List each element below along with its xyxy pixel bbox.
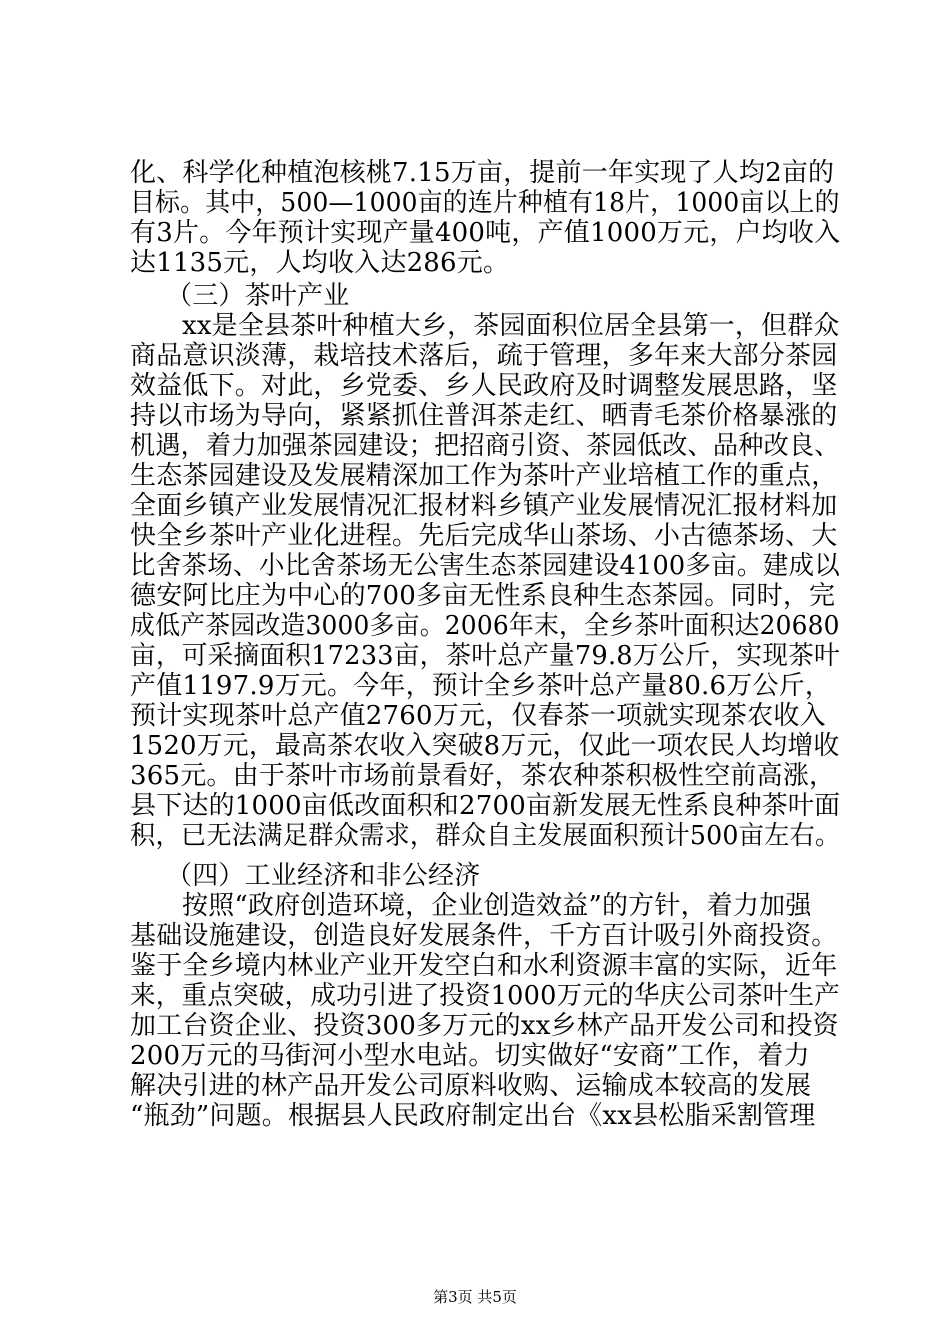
text-line: 达1135元，人均收入达286元。	[130, 248, 510, 278]
text-line: 预计实现茶叶总产值2760万元，仅春茶一项就实现茶农收入	[130, 701, 826, 731]
text-line: 基础设施建设，创造良好发展条件，千方百计吸引外商投资。	[130, 921, 838, 951]
text-line: 县下达的1000亩低改面积和2700亩新发展无性系良种茶叶面	[130, 791, 841, 821]
text-line: 鉴于全乡境内林业产业开发空白和水利资源丰富的实际，近年	[130, 951, 838, 981]
text-line: 200万元的马街河小型水电站。切实做好“安商”工作，着力	[130, 1041, 810, 1071]
text-line: 亩，可采摘面积17233亩，茶叶总产量79.8万公斤，实现茶叶	[130, 641, 840, 671]
text-line: 加工台资企业、投资300多万元的xx乡林产品开发公司和投资	[130, 1011, 839, 1041]
text-line: 有3片。今年预计实现产量400吨，产值1000万元，户均收入	[130, 218, 841, 248]
text-line: 全面乡镇产业发展情况汇报材料乡镇产业发展情况汇报材料加	[130, 491, 838, 521]
text-line: 产值1197.9万元。今年，预计全乡茶叶总产量80.6万公斤，	[130, 671, 832, 701]
text-line: 1520万元，最高茶农收入突破8万元，仅此一项农民人均增收	[130, 731, 840, 761]
text-line: 生态茶园建设及发展精深加工作为茶叶产业培植工作的重点，	[130, 461, 838, 491]
text-line: 目标。其中，500—1000亩的连片种植有18片，1000亩以上的	[130, 188, 840, 218]
text-line: （三）茶叶产业	[166, 281, 350, 311]
text-line: 比舍茶场、小比舍茶场无公害生态茶园建设4100多亩。建成以	[130, 551, 840, 581]
text-line: 德安阿比庄为中心的700多亩无性系良种生态茶园。同时，完	[130, 581, 836, 611]
text-line: 效益低下。对此，乡党委、乡人民政府及时调整发展思路，坚	[130, 371, 838, 401]
text-line: 按照“政府创造环境，企业创造效益”的方针，着力加强	[182, 891, 812, 921]
page-footer: 第3页 共5页	[433, 1288, 517, 1306]
text-line: 解决引进的林产品开发公司原料收购、运输成本较高的发展	[130, 1071, 812, 1101]
text-line: 快全乡茶叶产业化进程。先后完成华山茶场、小古德茶场、大	[130, 521, 838, 551]
text-line: 商品意识淡薄，栽培技术落后，疏于管理，多年来大部分茶园	[130, 341, 838, 371]
text-line: 化、科学化种植泡核桃7.15万亩，提前一年实现了人均2亩的	[130, 158, 835, 188]
text-line: 机遇，着力加强茶园建设；把招商引资、茶园低改、品种改良、	[130, 431, 840, 461]
text-line: 积，已无法满足群众需求，群众自主发展面积预计500亩左右。	[130, 821, 841, 851]
text-line: 365元。由于茶叶市场前景看好，茶农种茶积极性空前高涨，	[130, 761, 836, 791]
text-line: xx是全县茶叶种植大乡，茶园面积位居全县第一，但群众	[182, 311, 840, 341]
text-line: “瓶劲”问题。根据县人民政府制定出台《xx县松脂采割管理	[130, 1101, 816, 1131]
text-line: （四）工业经济和非公经济	[166, 861, 481, 891]
text-line: 成低产茶园改造3000多亩。2006年末，全乡茶叶面积达20680	[130, 611, 840, 641]
text-line: 来，重点突破，成功引进了投资1000万元的华庆公司茶叶生产	[130, 981, 840, 1011]
text-line: 持以市场为导向，紧紧抓住普洱茶走红、晒青毛茶价格暴涨的	[130, 401, 838, 431]
